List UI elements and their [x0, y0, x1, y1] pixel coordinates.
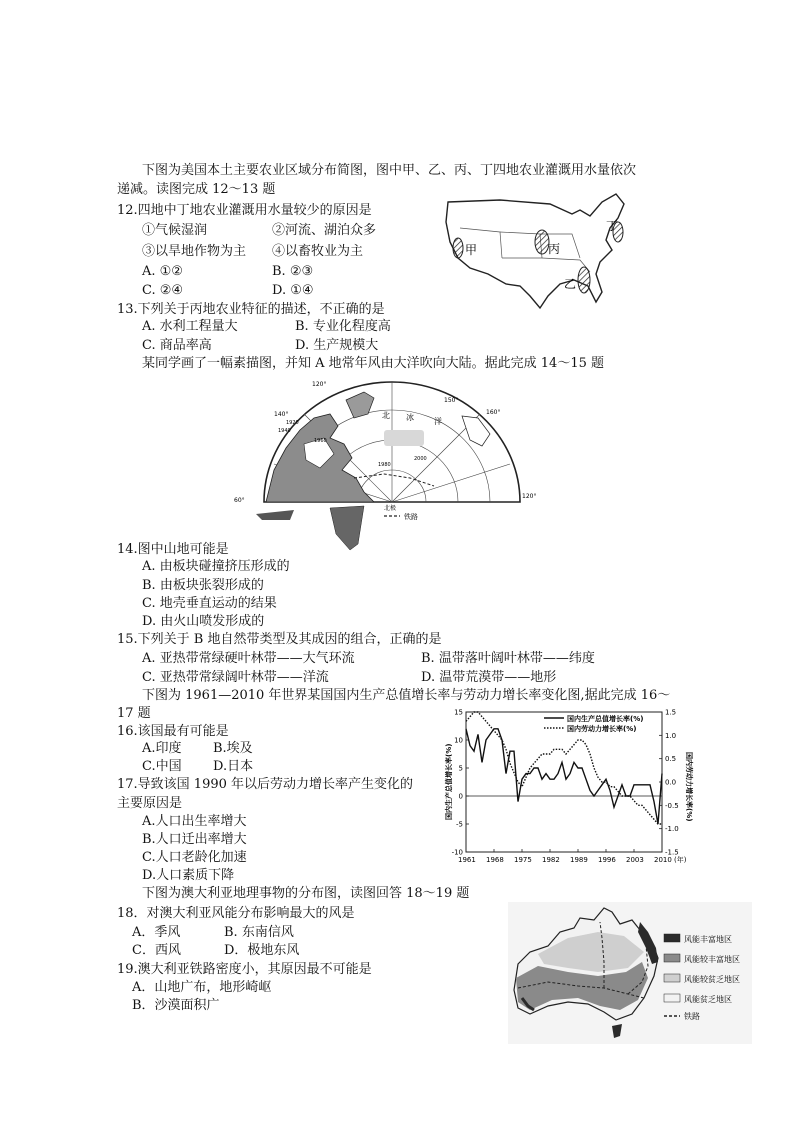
ytick-left-label-5: -10: [451, 848, 463, 857]
ytick-right-label-0: 1.5: [665, 708, 677, 717]
blurred-label: [384, 430, 424, 446]
q12-option-c[interactable]: C. ②④: [142, 283, 184, 298]
label-yi: 乙: [564, 277, 577, 291]
svg-text:1960: 1960: [314, 438, 327, 444]
q15-option-a[interactable]: A. 亚热带常绿硬叶林带——大气环流: [142, 651, 355, 666]
q16-option-b[interactable]: B.埃及: [213, 741, 253, 756]
svg-text:1920: 1920: [286, 420, 299, 426]
q14-option-b[interactable]: B. 由板块张裂形成的: [142, 578, 264, 593]
q18-option-b[interactable]: B. 东南信风: [224, 925, 294, 940]
svg-text:120°: 120°: [312, 381, 327, 388]
q12-option-a[interactable]: A. ①②: [142, 264, 183, 279]
us-agriculture-map: [440, 188, 640, 320]
q17-option-b[interactable]: B.人口迁出率增大: [142, 832, 247, 847]
intro-12-13-line1: 下图为美国本土主要农业区域分布简图，图中甲、乙、丙、丁四地农业灌溉用水量依次: [142, 163, 637, 178]
q13-option-c[interactable]: C. 商品率高: [142, 338, 212, 353]
ytick-right-label-2: 0.5: [665, 755, 677, 764]
intro-14-15: 某同学画了一幅素描图，并知 A 地常年风由大洋吹向大陆。据此完成 14～15 题: [142, 356, 605, 371]
label-jia: 甲: [465, 243, 478, 257]
q13-stem: 13.下列关于丙地农业特征的描述，不正确的是: [117, 302, 385, 317]
intro-16-17-line1: 下图为 1961—2010 年世界某国国内生产总值增长率与劳动力增长率变化图,据此完成 16～: [142, 688, 671, 703]
svg-text:洋: 洋: [434, 417, 442, 426]
q17-option-a[interactable]: A.人口出生率增大: [142, 814, 247, 829]
q19-option-b[interactable]: B．沙漠面积广: [132, 998, 220, 1013]
ylabel-left: 国内生产总值增长率(%): [445, 743, 453, 820]
region-yi: [578, 267, 590, 293]
q16-option-a[interactable]: A.印度: [142, 741, 182, 756]
svg-text:160°: 160°: [486, 409, 501, 416]
svg-text:北: 北: [382, 411, 390, 420]
ytick-right-label-4: -0.5: [665, 801, 679, 810]
svg-text:1980: 1980: [378, 462, 391, 468]
q12-option-b[interactable]: B. ②③: [272, 264, 314, 279]
q14-option-d[interactable]: D. 由火山喷发形成的: [142, 614, 265, 629]
q17-stem-line2: 主要原因是: [117, 796, 183, 811]
q18-option-a[interactable]: A．季风: [132, 925, 181, 940]
q13-option-d[interactable]: D. 生产规模大: [295, 338, 379, 353]
region-bing: [535, 230, 549, 254]
xtick-label-3: 1982: [542, 856, 560, 864]
xtick-label-6: 2003: [626, 856, 644, 864]
q12-statement-4: ④以畜牧业为主: [272, 244, 364, 259]
ytick-right-label-6: -1.5: [665, 848, 679, 857]
q17-option-d[interactable]: D.人口素质下降: [142, 868, 235, 883]
intro-16-17-line2: 17 题: [117, 706, 151, 721]
q13-option-b[interactable]: B. 专业化程度高: [295, 319, 391, 334]
gdp-labor-chart: [440, 700, 693, 872]
ytick-left-label-1: 10: [454, 736, 463, 745]
svg-text:1940: 1940: [278, 428, 291, 434]
q15-option-c[interactable]: C. 亚热带常绿阔叶林带——洋流: [142, 670, 329, 685]
q17-option-c[interactable]: C.人口老龄化加速: [142, 850, 247, 865]
q14-stem: 14.图中山地可能是: [117, 542, 229, 557]
q15-stem: 15.下列关于 B 地自然带类型及其成因的组合，正确的是: [117, 632, 442, 647]
aus-legend-5: 铁路: [684, 1012, 700, 1021]
q13-option-a[interactable]: A. 水利工程量大: [142, 319, 238, 334]
q12-statement-3: ③以旱地作物为主: [142, 244, 247, 259]
landmass-south: [256, 510, 294, 520]
q12-stem: 12.四地中丁地农业灌溉用水量较少的原因是: [117, 203, 372, 218]
q16-option-c[interactable]: C.中国: [142, 759, 182, 774]
ytick-right-label-5: -1.0: [665, 825, 679, 834]
arctic-legend-railway: 铁路: [404, 513, 418, 521]
ytick-left-label-4: -5: [456, 820, 463, 829]
region-jia: [453, 238, 463, 258]
arctic-sketch-map: [234, 374, 544, 550]
ytick-right-label-3: 0.0: [665, 778, 677, 787]
svg-text:冰: 冰: [406, 413, 414, 422]
q12-statement-2: ②河流、湖泊众多: [272, 223, 377, 238]
label-ding: 丁: [606, 219, 619, 233]
q18-stem: 18．对澳大利亚风能分布影响最大的风是: [117, 906, 355, 921]
q14-option-c[interactable]: C. 地壳垂直运动的结果: [142, 596, 277, 611]
svg-text:60°: 60°: [234, 497, 245, 504]
aus-legend-2: 风能较丰富地区: [684, 955, 740, 964]
ytick-left-label-0: 15: [454, 708, 463, 717]
australia-wind-map: [508, 902, 752, 1044]
xtick-label-4: 1989: [570, 856, 588, 864]
xtick-label-5: 1996: [598, 856, 616, 864]
intro-18-19: 下图为澳大利亚地理事物的分布图，读图回答 18～19 题: [142, 886, 470, 901]
q18-option-c[interactable]: C．西风: [132, 943, 181, 958]
aus-legend-3: 风能较贫乏地区: [684, 975, 740, 984]
ytick-left-label-3: 0: [458, 792, 463, 801]
q16-stem: 16.该国最有可能是: [117, 724, 229, 739]
xtick-label-1: 1968: [486, 856, 504, 864]
q17-stem-line1: 17.导致该国 1990 年以后劳动力增长率产生变化的: [117, 777, 414, 792]
ylabel-right: 国内劳动力增长率(%): [685, 752, 693, 822]
legend-gdp: 国内生产总值增长率(%): [567, 715, 644, 723]
q14-option-a[interactable]: A. 由板块碰撞挤压形成的: [142, 559, 290, 574]
aus-legend-4: 风能贫乏地区: [684, 995, 732, 1004]
q19-option-a[interactable]: A．山地广布，地形崎岖: [132, 980, 272, 995]
svg-text:北极: 北极: [384, 505, 397, 512]
label-bing: 丙: [548, 242, 561, 256]
aus-legend-1: 风能丰富地区: [684, 935, 732, 944]
svg-text:150°: 150°: [444, 397, 459, 404]
svg-text:2000: 2000: [414, 456, 427, 462]
legend-labor: 国内劳动力增长率(%): [567, 725, 637, 733]
q19-stem: 19.澳大利亚铁路密度小，其原因最不可能是: [117, 962, 372, 977]
ytick-left-label-2: 5: [458, 764, 463, 773]
plot-frame: [466, 712, 662, 852]
svg-text:140°: 140°: [274, 411, 289, 418]
xtick-label-2: 1975: [514, 856, 532, 864]
q18-option-d[interactable]: D．极地东风: [224, 943, 300, 958]
q16-option-d[interactable]: D.日本: [213, 759, 254, 774]
xtick-label-0: 1961: [458, 856, 476, 864]
intro-12-13-line2: 递减。读图完成 12～13 题: [117, 182, 276, 197]
q15-option-d[interactable]: D. 温带荒漠带——地形: [421, 670, 557, 685]
svg-text:120°: 120°: [522, 493, 537, 500]
ytick-right-label-1: 1.0: [665, 731, 677, 740]
xtick-label-7: 2010 (年): [654, 856, 687, 864]
q12-option-d[interactable]: D. ①④: [272, 283, 314, 298]
q15-option-b[interactable]: B. 温带落叶阔叶林带——纬度: [421, 651, 595, 666]
q12-statement-1: ①气候湿润: [142, 223, 208, 238]
